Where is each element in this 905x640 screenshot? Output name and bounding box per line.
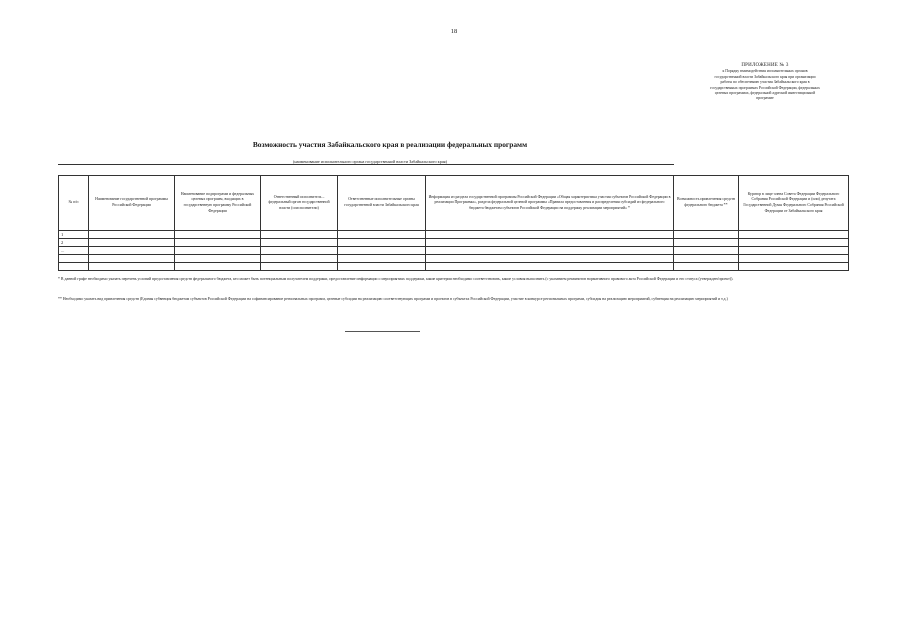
appendix-line: к Порядку взаимодействия исполнительных органов: [722, 69, 808, 74]
header-number: № п/п: [59, 176, 89, 231]
page-number: 18: [450, 28, 458, 35]
header-program-information: Информация из раздела государственной программы Российской Федерации «Общая характеристика участия субъектов Российской Федерации в реализации Программы», раздела федеральной целевой программы «Правила предоставления и распределения субсидий из федерального бюджета бюджетам субъектов Российской Федерации на поддержку реализации мероприятий» *: [426, 176, 674, 231]
table-cell: [739, 263, 849, 271]
table-row: [59, 239, 849, 247]
table-cell: 1: [59, 231, 89, 239]
table-cell: [261, 247, 338, 255]
document-title: Возможность участия Забайкальского края в реализации федеральных программ: [252, 140, 528, 149]
appendix-line: программе: [756, 96, 774, 101]
table-cell: [261, 255, 338, 263]
appendix-line: государственной власти Забайкальского края при организации: [714, 74, 816, 79]
footnote-funding-type: ** Необходимо указать вид привлечения средств (Единая субвенция бюджетам субъектов Российской Федерации на софинансирование региональных программ, целевые субсидии на реализацию соответствующих программ и проектов в субъектах Российской Федерации, участие в конкурсе региональных программ, субсидия на реализацию мероприятий, субвенция на реализацию мероприятий и т.д.): [58, 296, 728, 301]
table-cell: [674, 247, 739, 255]
header-curator: Куратор в лице члена Совета Федерации Федерального Собрания Российской Федерации и (или) депутата Государственной Думы Федерального Собрания Российской Федерации от Забайкальского края: [739, 176, 849, 231]
header-funding-possibility: Возможность привлечения средств федерального бюджета **: [674, 176, 739, 231]
footnote-conditions: * В данной графе необходимо указать перечень условий предоставления средств федерального бюджета, кто может быть потенциальным получателем поддержки, предоставление информации о мероприятиях поддержки, какие критерии необходимо соответствовать, какие условия выполнить (с указанием реквизитов нормативного правового акта Российской Федерации и его статуса (утвержден/проект)).: [58, 277, 734, 281]
table-cell: [739, 247, 849, 255]
table-cell: [89, 231, 175, 239]
table-cell: [739, 255, 849, 263]
table-cell: [261, 231, 338, 239]
table-cell: [426, 255, 674, 263]
table-cell: [674, 231, 739, 239]
table-cell: [338, 231, 426, 239]
header-subprograms: Наименование подпрограмм и федеральных целевых программ, входящих в государственную программу Российской Федерации: [175, 176, 261, 231]
table-cell: [59, 255, 89, 263]
footnotes: [58, 276, 738, 302]
org-name-line: [58, 164, 674, 165]
appendix-line: целевых программах, федеральной адресной инвестиционной: [714, 91, 816, 96]
table-cell: [175, 239, 261, 247]
table-cell: [59, 263, 89, 271]
table-cell: [426, 231, 674, 239]
table-cell: 2: [59, 239, 89, 247]
table-row: [59, 263, 849, 271]
table-cell: [89, 239, 175, 247]
appendix-line: работы по обеспечению участия Забайкальского края в: [720, 80, 810, 85]
table-cell: [674, 255, 739, 263]
header-federal-executor: Ответственный исполнитель – федеральный орган государственной власти (соисполнители): [261, 176, 338, 231]
table-cell: ...: [59, 247, 89, 255]
table-cell: [89, 255, 175, 263]
table-cell: [338, 247, 426, 255]
table-cell: [674, 239, 739, 247]
table-row: [59, 247, 849, 255]
table-cell: [739, 239, 849, 247]
table-cell: [426, 263, 674, 271]
table-cell: [338, 239, 426, 247]
table-cell: [426, 239, 674, 247]
table-cell: [175, 231, 261, 239]
table-cell: [739, 231, 849, 239]
header-regional-executors: Ответственные исполнительные органы государственной власти Забайкальского края: [338, 176, 426, 231]
table-cell: [261, 239, 338, 247]
table-row: [59, 231, 849, 239]
org-hint: (наименование исполнительного органа государственной власти Забайкальского края): [292, 159, 447, 164]
appendix-title: ПРИЛОЖЕНИЕ № 3: [741, 63, 789, 68]
programs-table: [58, 175, 849, 271]
table-cell: [89, 247, 175, 255]
table-cell: [175, 263, 261, 271]
table-cell: [338, 255, 426, 263]
table-cell: [338, 263, 426, 271]
header-state-program: Наименование государственной программы Российской Федерации: [89, 176, 175, 231]
table-cell: [426, 247, 674, 255]
table-cell: [175, 247, 261, 255]
table-cell: [175, 255, 261, 263]
table-row: [59, 255, 849, 263]
table-header-row: [59, 176, 849, 231]
table-cell: [89, 263, 175, 271]
table-cell: [261, 263, 338, 271]
appendix-line: государственных программах Российской Федерации, федеральных: [710, 85, 820, 90]
end-line: [345, 331, 420, 332]
table-cell: [674, 263, 739, 271]
appendix-block: [672, 63, 858, 102]
